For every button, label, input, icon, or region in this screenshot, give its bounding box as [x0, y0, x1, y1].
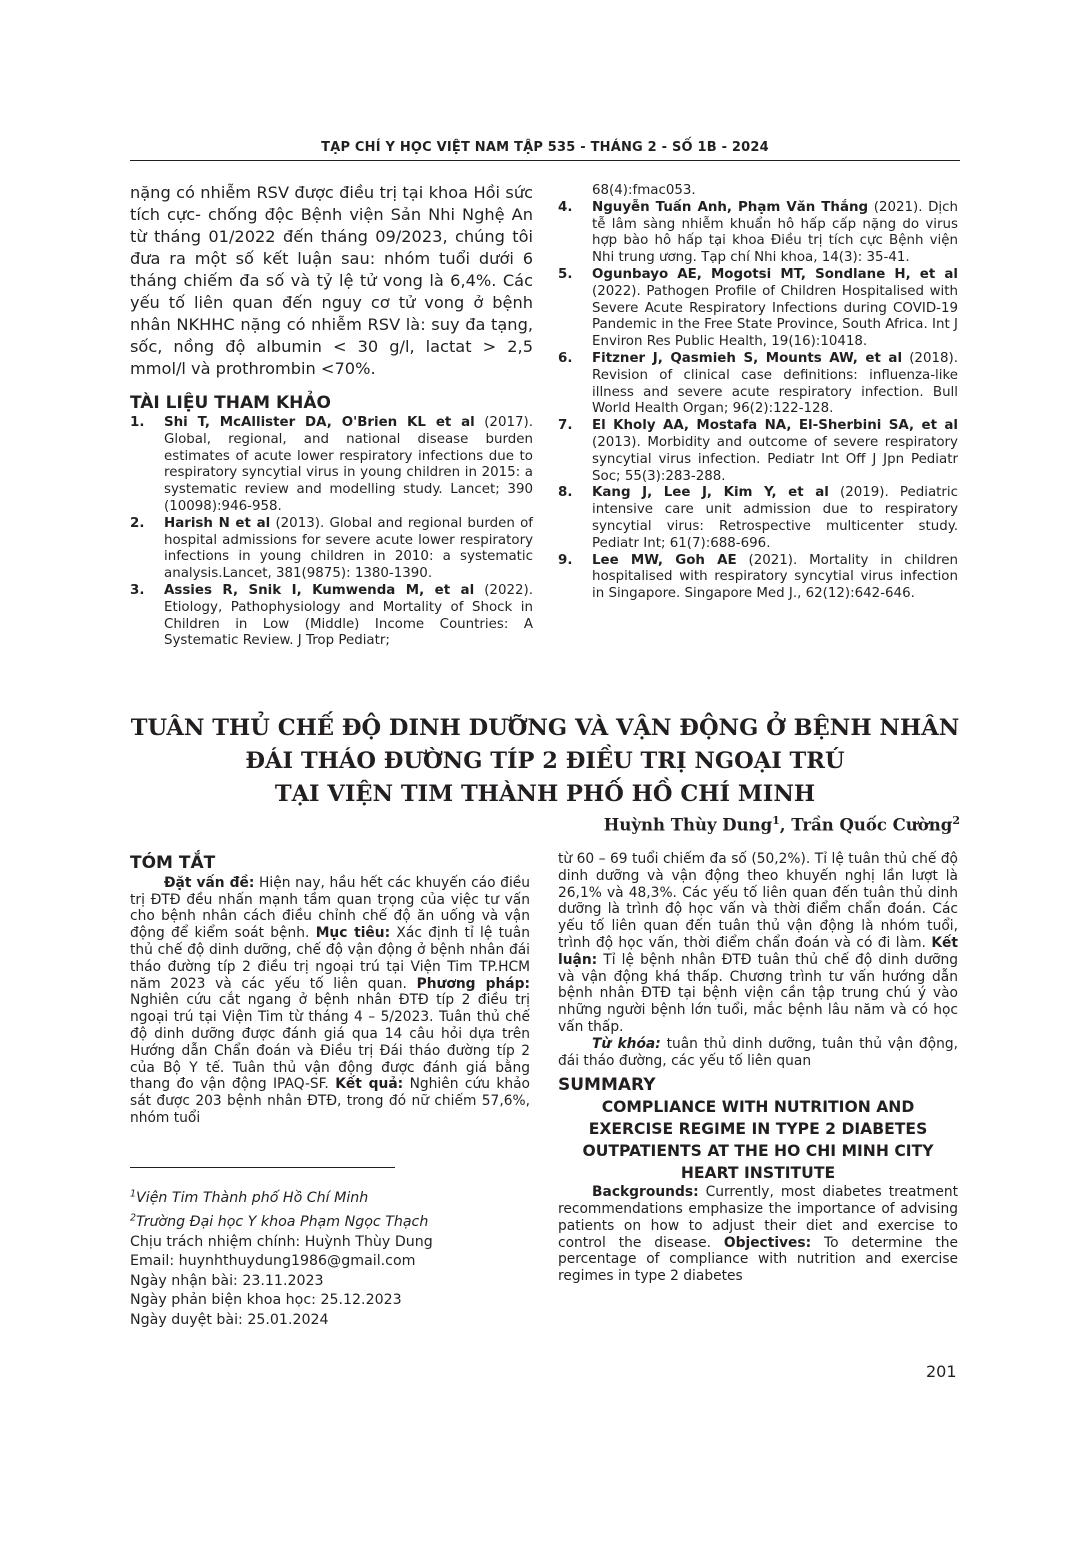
- reference-number: 5.: [558, 266, 573, 282]
- reference-authors: Lee MW, Goh AE: [592, 552, 737, 568]
- reference-text: (2022). Etiology, Pathophysiology and Mortality of Shock in Children in Low (Middle) Income Countries: A Systematic Review. J Trop Pediatr;: [164, 582, 533, 649]
- reference-item: [558, 351, 958, 418]
- affiliation-text: Viện Tim Thành phố Hồ Chí Minh: [136, 1189, 369, 1206]
- abstract-heading: TÓM TẮT: [130, 853, 216, 873]
- reference-text: (2019). Pediatric intensive care unit admission due to respiratory syncytial virus: Retrospective multicenter study. Pediatr Int; 61(7):688-696.: [592, 485, 959, 551]
- references-list-left: [130, 415, 533, 650]
- date-received: Ngày nhận bài: 23.11.2023: [130, 1272, 324, 1289]
- reference-number: 3.: [130, 582, 145, 598]
- reference-item: [558, 200, 958, 267]
- keywords-text: tuân thủ dinh dưỡng, tuân thủ vận động, đái tháo đường, các yếu tố liên quan: [558, 1035, 959, 1069]
- english-title-line: COMPLIANCE WITH NUTRITION AND: [601, 1098, 915, 1117]
- author-name: Trần Quốc Cường: [791, 815, 953, 835]
- abstract-result-continued: từ 60 – 69 tuổi chiếm đa số (50,2%). Tỉ lệ tuân thủ chế độ dinh dưỡng và vận động theo khuyến nghị lần lượt là 26,1% và 48,3%. Các yếu tố liên quan đến tuân thủ dinh dưỡng là trình độ học vấn và thời điểm chẩn đoán. Các yếu tố liên quan đến tuân thủ vận động là nhóm tuổi, trình độ học vấn, thời điểm chẩn đoán và có đi làm.: [558, 851, 958, 951]
- left-column-top: [130, 182, 533, 650]
- reference-item: [130, 516, 533, 583]
- article-title-line: ĐÁI THÁO ĐƯỜNG TÍP 2 ĐIỀU TRỊ NGOẠI TRÚ: [245, 748, 845, 774]
- summary-objective-text: To determine the percentage of compliance with nutrition and exercise regimes in type 2 diabetes: [558, 1234, 958, 1285]
- article-title: [110, 712, 980, 811]
- footnotes: [130, 1184, 530, 1331]
- reference-number: 1.: [130, 415, 145, 430]
- summary-paragraph: [558, 1184, 958, 1285]
- reference-number: 9.: [558, 552, 573, 568]
- reference-number: 8.: [558, 485, 573, 501]
- abstract-conclusion-text: Tỉ lệ bệnh nhân ĐTĐ tuân thủ chế độ dinh dưỡng và vận động khá thấp. Chương trình tư vấn hướng dẫn bệnh nhân ĐTĐ tại bệnh viện cần tập trung chú ý vào những người bệnh lớn tuổi, mắc bệnh lâu năm và có học vấn thấp.: [558, 951, 958, 1035]
- reference-authors: Kang J, Lee J, Kim Y, et al: [592, 485, 829, 501]
- author-name: Huỳnh Thùy Dung: [603, 815, 773, 835]
- corresponding-author: Chịu trách nhiệm chính: Huỳnh Thùy Dung: [130, 1233, 433, 1250]
- reference-text: (2018). Revision of clinical case definitions: influenza-like illness and severe acute respiratory infection. Bull World Health Organ; 96(2):122-128.: [592, 350, 958, 417]
- reference-text: (2021). Dịch tễ lâm sàng nhiễm khuẩn hô hấp cấp nặng do virus hợp bào hô hấp tại khoa Điều trị tích cực Bệnh viện Nhi trung ương. Tạp chí Nhi khoa, 14(3): 35-41.: [592, 199, 958, 266]
- date-accepted: Ngày duyệt bài: 25.01.2024: [130, 1312, 329, 1329]
- abstract-label-result: Kết quả:: [335, 1076, 404, 1093]
- reference-authors: Assies R, Snik I, Kumwenda M, et al: [164, 582, 475, 598]
- keywords: [558, 1036, 958, 1070]
- journal-header: TẠP CHÍ Y HỌC VIỆT NAM TẬP 535 - THÁNG 2 - SỐ 1B - 2024: [321, 140, 769, 155]
- reference-text: (2013). Global and regional burden of hospital admissions for severe acute lower respiratory infections in young children in 2010: a systematic analysis.Lancet, 381(9875): 1380-1390.: [164, 515, 533, 582]
- article-title-line: TUÂN THỦ CHẾ ĐỘ DINH DƯỠNG VÀ VẬN ĐỘNG Ở BỆNH NHÂN: [130, 715, 960, 741]
- reference-item: [558, 267, 958, 351]
- abstract-label-objective: Mục tiêu:: [315, 925, 391, 942]
- reference-authors: Fitzner J, Qasmieh S, Mounts AW, et al: [592, 350, 903, 366]
- summary-label-background: Backgrounds:: [592, 1184, 699, 1201]
- reference-continuation: 68(4):fmac053.: [592, 183, 696, 198]
- date-reviewed: Ngày phản biện khoa học: 25.12.2023: [130, 1292, 402, 1309]
- reference-item: [558, 485, 958, 552]
- reference-item: [558, 553, 958, 603]
- reference-number: 7.: [558, 418, 573, 434]
- article-title-line: TẠI VIỆN TIM THÀNH PHỐ HỒ CHÍ MINH: [274, 781, 816, 807]
- abstract-result-text: Nghiên cứu khảo sát được 203 bệnh nhân ĐTĐ, trong đó nữ chiếm 57,6%, nhóm tuổi: [130, 1076, 530, 1126]
- reference-item: [130, 583, 533, 650]
- summary-heading: SUMMARY: [558, 1075, 656, 1096]
- affiliation-mark: 2: [130, 1212, 137, 1224]
- references-list-right: [558, 183, 958, 603]
- keywords-label: Từ khóa:: [592, 1035, 661, 1052]
- footnote-rule: [130, 1167, 395, 1168]
- reference-text: (2022). Pathogen Profile of Children Hospitalised with Severe Acute Respiratory Infections during COVID-19 Pandemic in the Free State Province, South Africa. Int J Environ Res Public Health, 19(16):10418.: [592, 283, 958, 350]
- summary-background-text: Currently, most diabetes treatment recommendations emphasize the importance of advising patients on how to adjust their diet and exercise to control the disease.: [558, 1184, 958, 1251]
- affiliation-2: [130, 1208, 530, 1232]
- header-rule: [130, 160, 960, 161]
- reference-text: (2021). Mortality in children hospitalised with respiratory syncytial virus infection in Singapore. Singapore Med J., 62(12):642-646.: [592, 552, 958, 602]
- author-line: [604, 814, 960, 835]
- author-separator: ,: [779, 815, 792, 835]
- abstract-background-text: Hiện nay, hầu hết các khuyến cáo điều trị ĐTĐ đều nhấn mạnh tầm quan trọng của việc tư vấn cho bệnh nhân cách điều chỉnh chế độ ăn uống và vận động để kiểm soát bệnh.: [130, 874, 531, 942]
- english-title-line: HEART INSTITUTE: [680, 1164, 836, 1183]
- reference-authors: Harish N et al: [164, 515, 271, 531]
- abstract-method-text: Nghiên cứu cắt ngang ở bệnh nhân ĐTĐ típ 2 điều trị ngoại trú tại Viện Tim từ tháng 4 – 5/2023. Tuân thủ chế độ dinh dưỡng được đánh giá qua 14 câu hỏi dựa trên Hướng dẫn Chẩn đoán và Điều trị Đái tháo đường típ 2 của Bộ Y tế. Tuân thủ vận động được đánh giá bằng thang đo vận động IPAQ-SF.: [130, 992, 530, 1093]
- english-title-line: EXERCISE REGIME IN TYPE 2 DIABETES: [588, 1120, 928, 1139]
- reference-authors: El Kholy AA, Mostafa NA, El-Sherbini SA, et al: [592, 418, 958, 434]
- page-number: 201: [926, 1362, 957, 1381]
- reference-authors: Nguyễn Tuấn Anh, Phạm Văn Thắng: [592, 199, 869, 215]
- summary-label-objective: Objectives:: [723, 1234, 812, 1251]
- abstract-label-conclusion: Kết luận:: [558, 934, 958, 968]
- abstract-vi-right: [558, 851, 958, 1285]
- reference-authors: Shi T, McAllister DA, O'Brien KL et al: [164, 415, 475, 430]
- author-affiliation-mark: 2: [952, 814, 960, 827]
- email: Email: huynhthuydung1986@gmail.com: [130, 1253, 416, 1270]
- english-title-line: OUTPATIENTS AT THE HO CHI MINH CITY: [582, 1142, 934, 1161]
- reference-item: [558, 418, 958, 485]
- reference-authors: Ogunbayo AE, Mogotsi MT, Sondlane H, et al: [592, 266, 958, 282]
- abstract-label-background: Đặt vấn đề:: [164, 874, 255, 891]
- reference-text: (2013). Morbidity and outcome of severe respiratory syncytial virus infection. Pediatr Int Off J Jpn Pediatr Soc; 55(3):283-288.: [592, 434, 958, 484]
- abstract-vi-left: [130, 855, 530, 1127]
- reference-number: 4.: [558, 199, 573, 215]
- reference-item: [130, 415, 533, 516]
- reference-text: (2017). Global, regional, and national disease burden estimates of acute lower respiratory infections due to respiratory syncytial virus in young children in 2015: a systematic review and modelling study. Lancet; 390 (10098):946-958.: [164, 415, 533, 514]
- affiliation-text: Trường Đại học Y khoa Phạm Ngọc Thạch: [136, 1214, 429, 1231]
- english-title: [558, 1096, 958, 1184]
- conclusion-paragraph: nặng có nhiễm RSV được điều trị tại khoa Hồi sức tích cực- chống độc Bệnh viện Sản Nhi Nghệ An từ tháng 01/2022 đến tháng 09/2023, chúng tôi đưa ra một số kết luận sau: nhóm tuổi dưới 6 tháng chiếm đa số và tỷ lệ tử vong là 6,4%. Các yếu tố liên quan đến nguy cơ tử vong ở bệnh nhân NKHHC nặng có nhiễm RSV là: suy đa tạng, sốc, nồng độ albumin < 30 g/l, lactat > 2,5 mmol/l và prothrombin <70%.: [130, 183, 533, 378]
- abstract-paragraph: [130, 875, 530, 1127]
- affiliation-mark: 1: [130, 1188, 137, 1199]
- abstract-paragraph: [558, 851, 958, 1036]
- abstract-objective-text: Xác định tỉ lệ tuân thủ chế độ dinh dưỡng, chế độ vận động ở bệnh nhân đái tháo đường típ 2 điều trị ngoại trú tại Viện Tim TP.HCM năm 2023 và các yếu tố liên quan.: [130, 925, 530, 992]
- author-affiliation-mark: 1: [772, 814, 780, 827]
- reference-number: 6.: [558, 350, 573, 366]
- affiliation-1: [130, 1184, 530, 1208]
- references-heading: TÀI LIỆU THAM KHẢO: [130, 393, 331, 413]
- reference-number: 2.: [130, 515, 145, 531]
- abstract-label-method: Phương pháp:: [416, 975, 530, 992]
